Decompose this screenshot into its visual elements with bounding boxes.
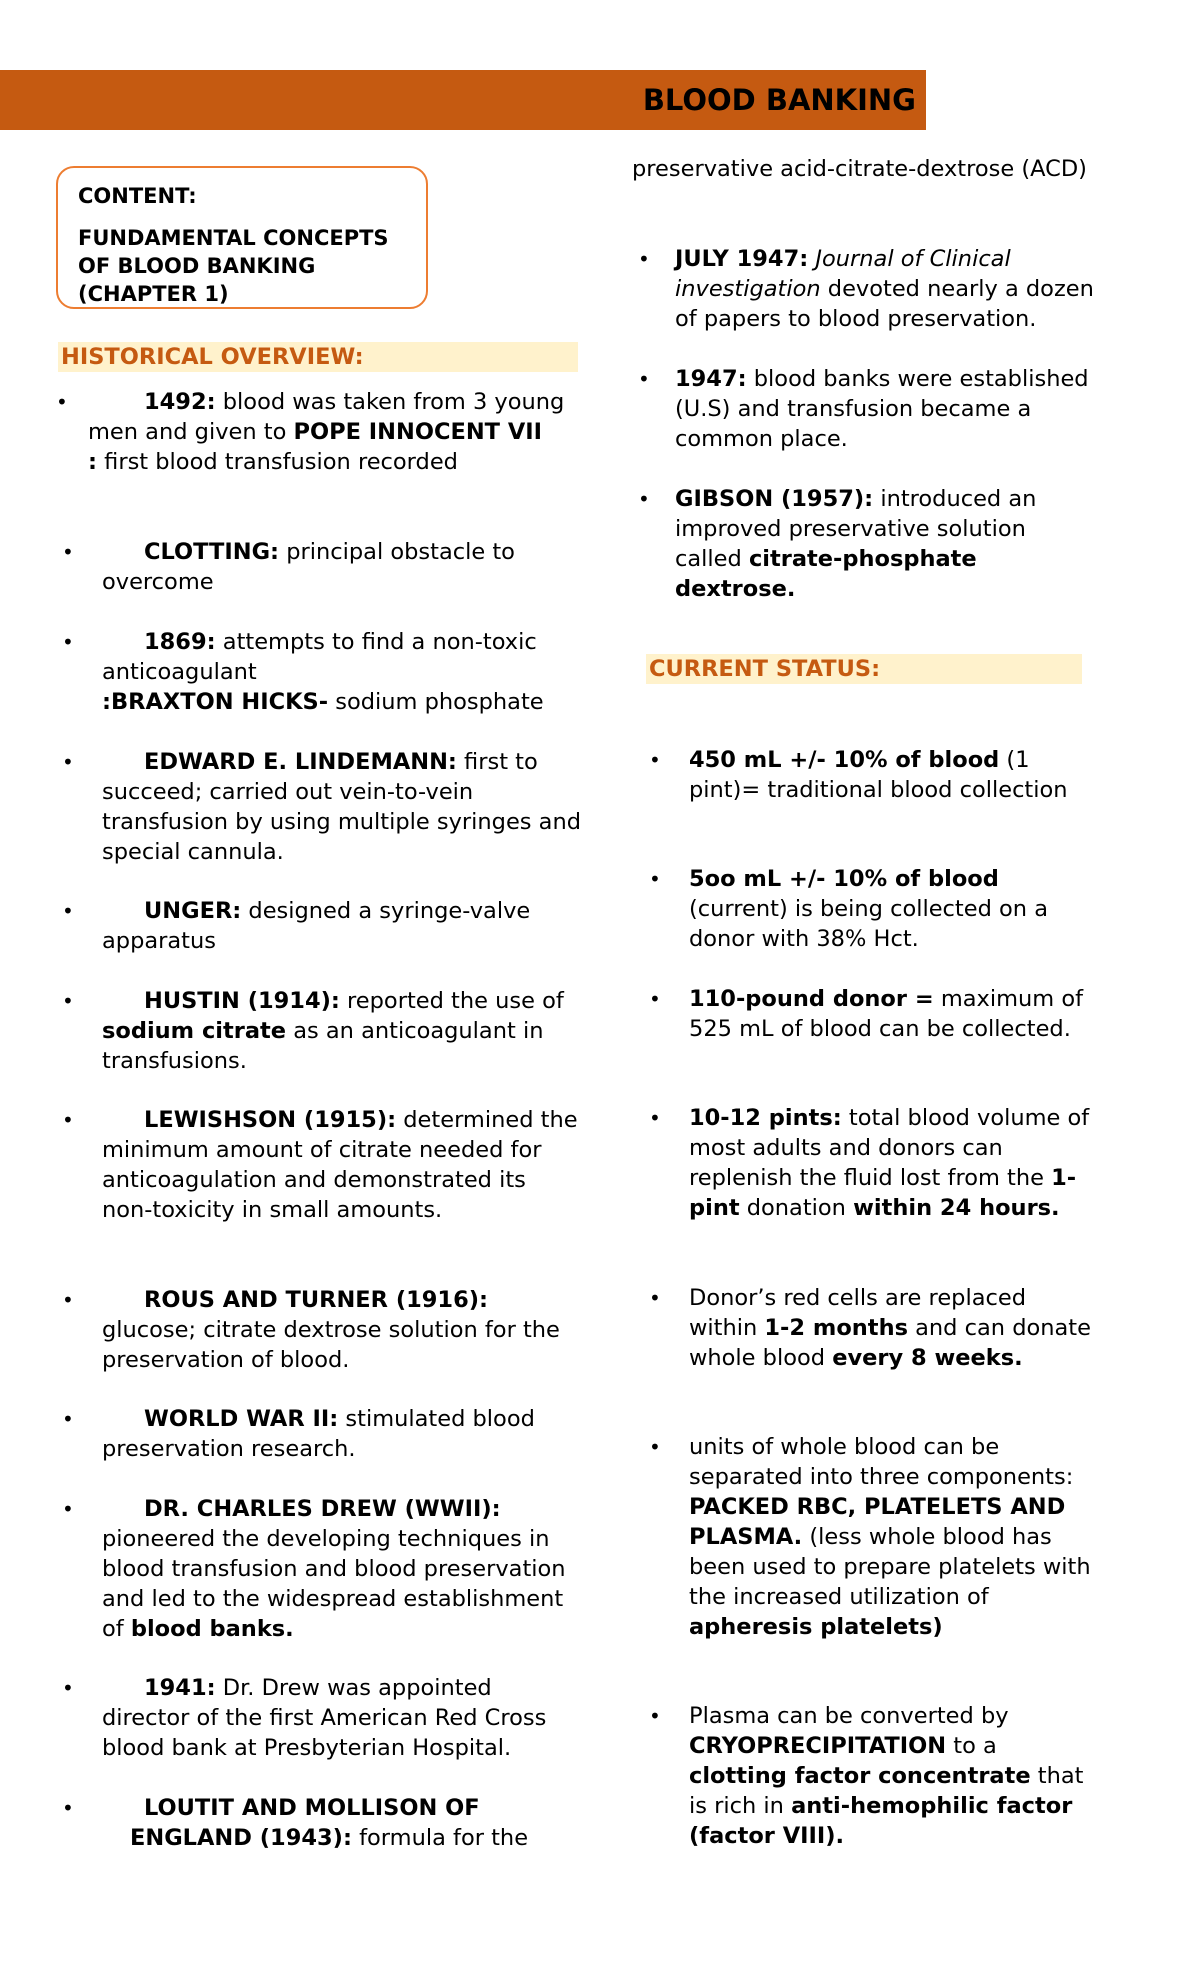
list-item: • 1869: attempts to find a non-toxic anticoagulant :BRAXTON HICKS- sodium phosphate bbox=[62, 629, 544, 715]
bullet: • bbox=[62, 1108, 74, 1132]
list-item: • 1947: blood banks were established (U.S) and transfusion became a common place. bbox=[638, 366, 1089, 452]
bullet: • bbox=[649, 1704, 661, 1728]
list-item: • Plasma can be converted by CRYOPRECIPITATION to a clotting factor concentrate that is rich in anti-hemophilic factor (factor VIII). bbox=[649, 1703, 1084, 1849]
list-item: • GIBSON (1957): introduced an improved preservative solution called citrate-phosphate dextrose. bbox=[638, 486, 1037, 602]
bullet: • bbox=[62, 1288, 74, 1312]
page-title: BLOOD BANKING bbox=[642, 83, 916, 117]
bullet: • bbox=[638, 487, 650, 511]
list-item: • 110-pound donor = maximum of 525 mL of blood can be collected. bbox=[649, 986, 1084, 1042]
bullet: • bbox=[62, 899, 74, 923]
content-label: CONTENT: bbox=[78, 184, 197, 208]
list-item: • JULY 1947: Journal of Clinical investigation devoted nearly a dozen of papers to blood preservation. bbox=[638, 246, 1094, 332]
bullet: • bbox=[62, 1497, 74, 1521]
bullet: • bbox=[638, 367, 650, 391]
title-banner bbox=[0, 70, 926, 130]
bullet: • bbox=[62, 1796, 74, 1820]
bullet: • bbox=[56, 390, 68, 414]
bullet: • bbox=[62, 630, 74, 654]
list-item: • 10-12 pints: total blood volume of most adults and donors can replenish the fluid lost from the 1-pint donation within 24 hours. bbox=[649, 1105, 1090, 1221]
bullet: • bbox=[649, 1286, 661, 1310]
list-item: • UNGER: designed a syringe-valve apparatus bbox=[62, 898, 531, 954]
bullet: • bbox=[62, 1676, 74, 1700]
bullet: • bbox=[62, 540, 74, 564]
list-item: • 5oo mL +/- 10% of blood (current) is being collected on a donor with 38% Hct. bbox=[649, 866, 1048, 952]
list-item: • 1492: blood was taken from 3 young men and given to POPE INNOCENT VII : first blood transfusion recorded bbox=[56, 389, 565, 475]
list-item: • WORLD WAR II: stimulated blood preservation research. bbox=[62, 1406, 535, 1462]
continued-text: preservative acid-citrate-dextrose (ACD) bbox=[632, 156, 1087, 182]
list-item: • ROUS AND TURNER (1916): glucose; citrate dextrose solution for the preservation of blood. bbox=[62, 1287, 560, 1373]
bullet: • bbox=[649, 1435, 661, 1459]
current-status-heading: CURRENT STATUS: bbox=[646, 654, 1082, 684]
bullet: • bbox=[62, 989, 74, 1013]
list-item: • 450 mL +/- 10% of blood (1 pint)= traditional blood collection bbox=[649, 747, 1068, 803]
bullet: • bbox=[649, 748, 661, 772]
bullet: • bbox=[62, 750, 74, 774]
bullet: • bbox=[649, 867, 661, 891]
bullet: • bbox=[62, 1407, 74, 1431]
bullet: • bbox=[649, 1106, 661, 1130]
historical-overview-heading: HISTORICAL OVERVIEW: bbox=[58, 342, 578, 372]
list-item: • 1941: Dr. Drew was appointed director of the first American Red Cross blood bank at Presbyterian Hospital. bbox=[62, 1675, 547, 1761]
bullet: • bbox=[638, 247, 650, 271]
list-item: • CLOTTING: principal obstacle to overcome bbox=[62, 539, 515, 595]
list-item: • LEWISHSON (1915): determined the minimum amount of citrate needed for anticoagulation and demonstrated its non-toxicity in small amounts. bbox=[62, 1107, 578, 1223]
list-item: • units of whole blood can be separated into three components: PACKED RBC, PLATELETS AND PLASMA. (less whole blood has been used to prepare platelets with the increased utilization of apheresis platelets) bbox=[649, 1434, 1091, 1640]
list-item: • DR. CHARLES DREW (WWII): pioneered the developing techniques in blood transfusion and blood preservation and led to the widespread establishment of blood banks. bbox=[62, 1496, 566, 1642]
list-item: • LOUTIT AND MOLLISON OF ENGLAND (1943): formula for the bbox=[62, 1795, 529, 1851]
content-topic: FUNDAMENTAL CONCEPTS OF BLOOD BANKING (CHAPTER 1) bbox=[78, 226, 389, 306]
list-item: • EDWARD E. LINDEMANN: first to succeed; carried out vein-to-vein transfusion by using multiple syringes and special cannula. bbox=[62, 749, 582, 865]
content-box bbox=[56, 166, 428, 309]
bullet: • bbox=[649, 987, 661, 1011]
list-item: • HUSTIN (1914): reported the use of sodium citrate as an anticoagulant in transfusions. bbox=[62, 988, 564, 1074]
list-item: • Donor’s red cells are replaced within 1-2 months and can donate whole blood every 8 weeks. bbox=[649, 1285, 1091, 1371]
